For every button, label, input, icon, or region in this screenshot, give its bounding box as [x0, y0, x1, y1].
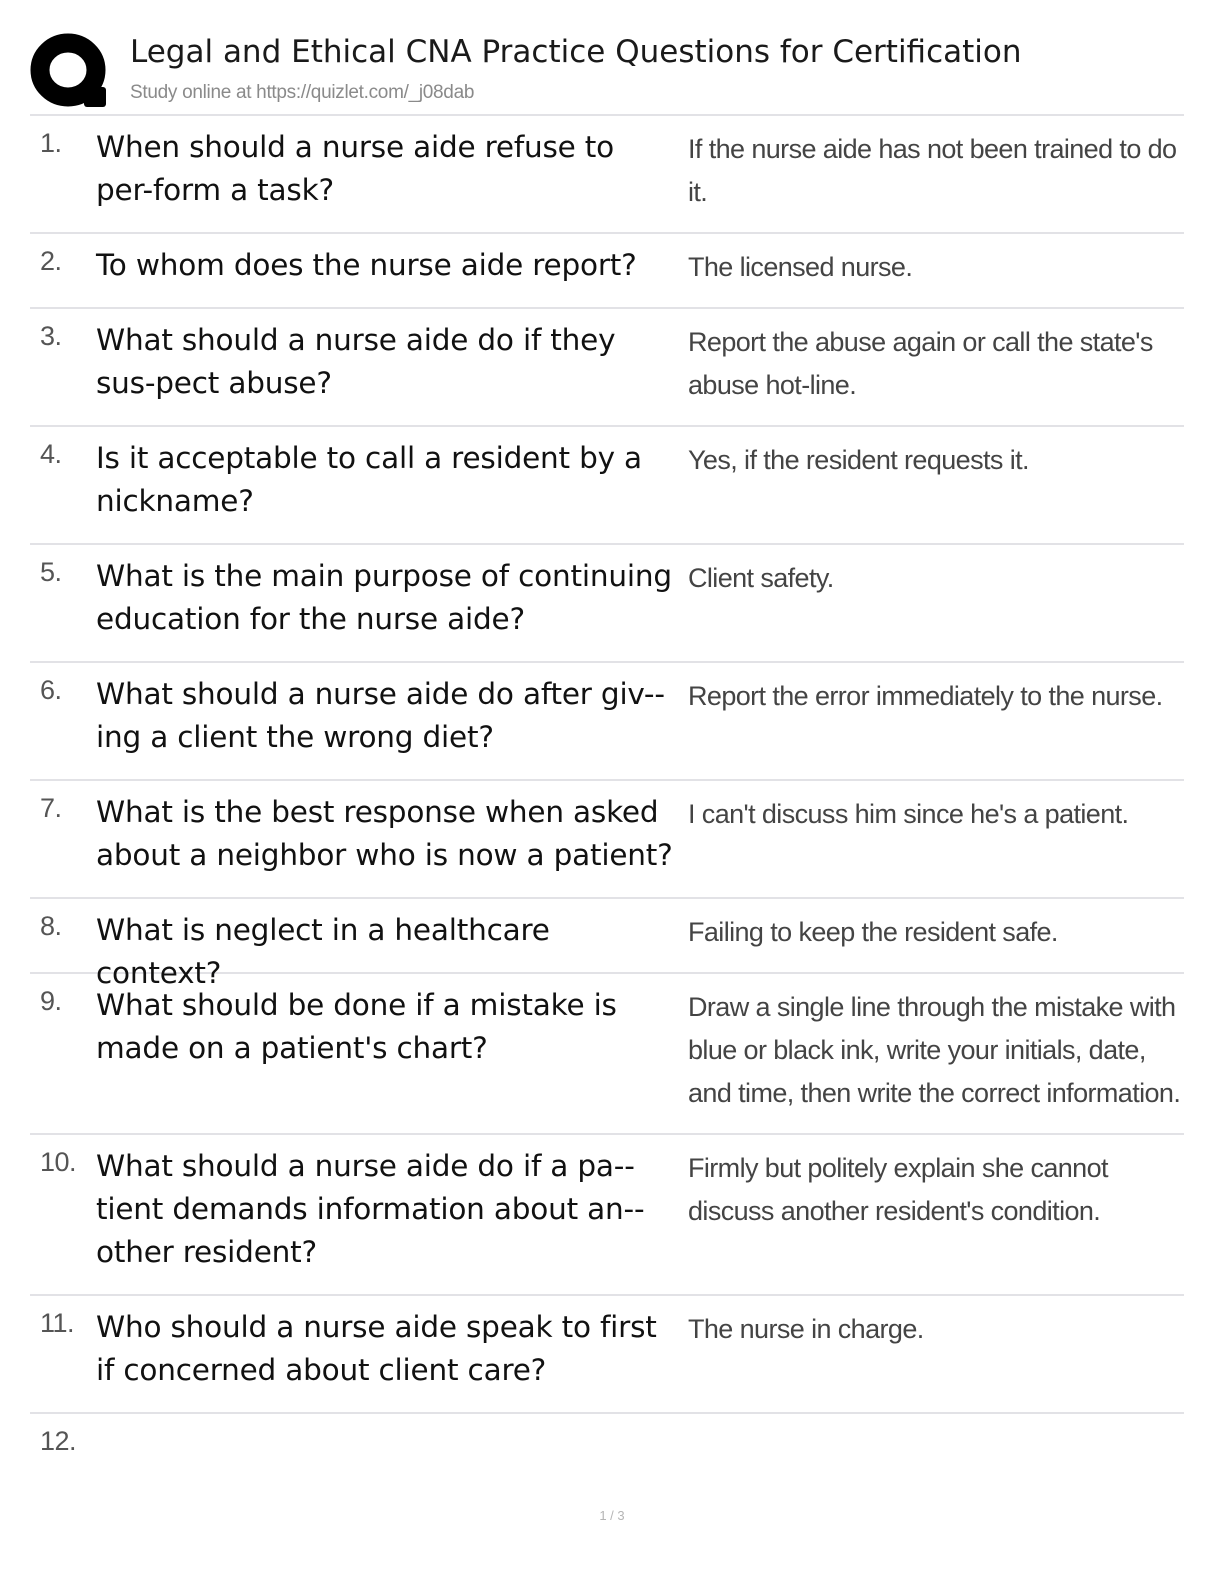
answer-text: Client safety. — [688, 563, 834, 593]
answer-text: Failing to keep the resident safe. — [688, 917, 1058, 947]
flashcard-row — [30, 1135, 1184, 1296]
item-number: 4. — [40, 439, 62, 469]
item-number: 12. — [40, 1426, 77, 1456]
answer-text: Report the abuse again or call the state's abuse hot-line. — [688, 327, 1153, 400]
item-number: 5. — [40, 557, 62, 587]
page-title: Legal and Ethical CNA Practice Questions for Certification — [130, 34, 1022, 70]
flashcard-row — [30, 663, 1184, 781]
answer-text: The licensed nurse. — [688, 252, 913, 282]
flashcard-row — [30, 116, 1184, 234]
answer-text: Firmly but politely explain she cannot discuss another resident's condition. — [688, 1153, 1108, 1226]
question-text: Is it acceptable to call a resident by a nickname? — [96, 441, 642, 518]
item-number: 3. — [40, 321, 62, 351]
question-text: What should a nurse aide do if they sus-pect abuse? — [96, 323, 616, 400]
flashcard-row — [30, 427, 1184, 545]
question-text: What should a nurse aide do if a pa-tient demands information about an-other resident? — [96, 1149, 645, 1269]
question-text: What is neglect in a healthcare context? — [96, 913, 550, 990]
flashcard-row — [30, 1296, 1184, 1414]
question-text: When should a nurse aide refuse to per-form a task? — [96, 130, 615, 207]
item-number: 7. — [40, 793, 62, 823]
flashcard-row — [30, 309, 1184, 427]
flashcard-list — [30, 116, 1184, 1494]
item-number: 1. — [40, 128, 62, 158]
flashcard-row — [30, 781, 1184, 899]
flashcard-row — [30, 545, 1184, 663]
question-text: What is the main purpose of continuing education for the nurse aide? — [96, 559, 672, 636]
item-number: 2. — [40, 246, 62, 276]
answer-text: Yes, if the resident requests it. — [688, 445, 1029, 475]
question-text: What is the best response when asked about a neighbor who is now a patient? — [96, 795, 673, 872]
page-number: 1 / 3 — [599, 1508, 625, 1523]
answer-text: Draw a single line through the mistake with blue or black ink, write your initials, date, and time, then write the correct information. — [688, 992, 1181, 1108]
item-number: 11. — [40, 1308, 75, 1338]
item-number: 10. — [40, 1147, 77, 1177]
study-online-link[interactable]: Study online at https://quizlet.com/_j08dab — [130, 82, 475, 103]
item-number: 9. — [40, 986, 62, 1016]
quizlet-logo-icon — [30, 32, 110, 112]
question-text: What should be done if a mistake is made on a patient's chart? — [96, 988, 617, 1065]
flashcard-row — [30, 1414, 1184, 1494]
answer-text: If the nurse aide has not been trained to do it. — [688, 134, 1177, 207]
answer-text: Report the error immediately to the nurse. — [688, 681, 1163, 711]
answer-text: I can't discuss him since he's a patient. — [688, 799, 1129, 829]
flashcard-row — [30, 234, 1184, 309]
answer-text: The nurse in charge. — [688, 1314, 924, 1344]
question-text: What should a nurse aide do after giv-ing a client the wrong diet? — [96, 677, 666, 754]
question-text: Who should a nurse aide speak to first if concerned about client care? — [96, 1310, 657, 1387]
document-header — [30, 30, 1184, 116]
flashcard-row — [30, 899, 1184, 990]
question-text: To whom does the nurse aide report? — [96, 248, 637, 282]
item-number: 6. — [40, 675, 62, 705]
flashcard-row — [30, 974, 1184, 1135]
item-number: 8. — [40, 911, 62, 941]
